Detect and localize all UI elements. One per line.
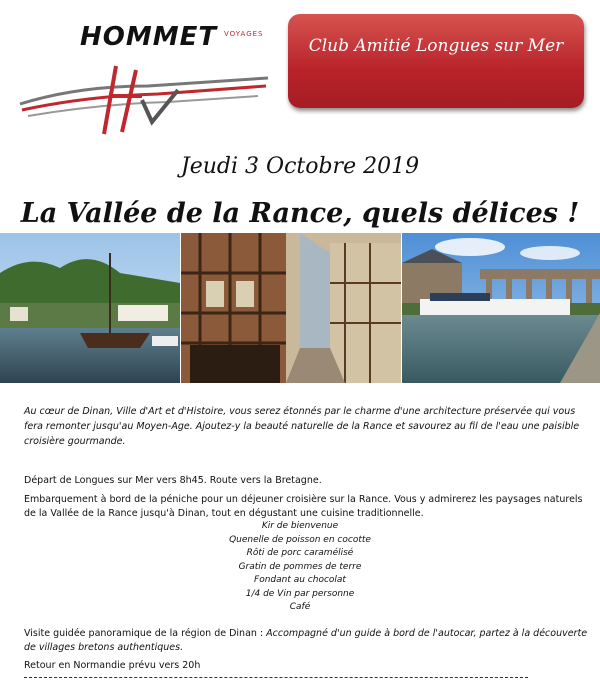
photo-street <box>181 233 401 383</box>
menu-item: Café <box>289 602 311 612</box>
photo-strip <box>0 233 600 383</box>
menu-item: Rôti de porc caramélisé <box>246 548 354 558</box>
hommet-logo <box>18 14 273 142</box>
visite-lead: Visite guidée panoramique de la région de Dinan : <box>24 628 267 639</box>
logo-wordmark: HOMMET <box>80 22 218 52</box>
lunch-menu <box>0 520 600 615</box>
visite-text <box>24 627 590 655</box>
event-date: Jeudi 3 Octobre 2019 <box>180 154 420 179</box>
photo-viaduct <box>402 233 600 383</box>
visite-detail: Accompagné d'un guide à bord de l'autocar, partez à la découverte de villages bretons authentiques. <box>24 628 588 653</box>
club-banner <box>288 14 584 108</box>
event-title: La Vallée de la Rance, quels délices ! <box>20 198 580 229</box>
menu-item: Fondant au chocolat <box>254 575 346 585</box>
menu-item: Kir de bienvenue <box>261 521 339 531</box>
dashed-divider <box>24 677 528 678</box>
menu-item: Quenelle de poisson en cocotte <box>229 534 371 545</box>
menu-item: Gratin de pommes de terre <box>238 561 362 572</box>
logo-emblem <box>18 56 273 136</box>
intro-paragraph: Au cœur de Dinan, Ville d'Art et d'Histoire, vous serez étonnés par le charme d'une architecture préservée qui vous fera remonter jusqu'au Moyen-Age. Ajoutez-y la beauté naturelle de la Rance et savourez au fil de l'eau une paisible croisière gourmande. <box>24 406 580 447</box>
depart-text: Départ de Longues sur Mer vers 8h45. Route vers la Bretagne. <box>24 475 322 486</box>
photo-harbour <box>0 233 180 383</box>
logo-subtitle: VOYAGES <box>224 30 264 38</box>
retour-text: Retour en Normandie prévu vers 20h <box>24 660 201 671</box>
club-label: Club Amitié Longues sur Mer <box>308 36 564 56</box>
embarquement-text: Embarquement à bord de la péniche pour un déjeuner croisière sur la Rance. Vous y admirerez les paysages naturels de la Vallée de la Rance jusqu'à Dinan, tout en dégustant une cuisine traditionnelle. <box>24 494 583 519</box>
menu-item: 1/4 de Vin par personne <box>245 588 355 599</box>
